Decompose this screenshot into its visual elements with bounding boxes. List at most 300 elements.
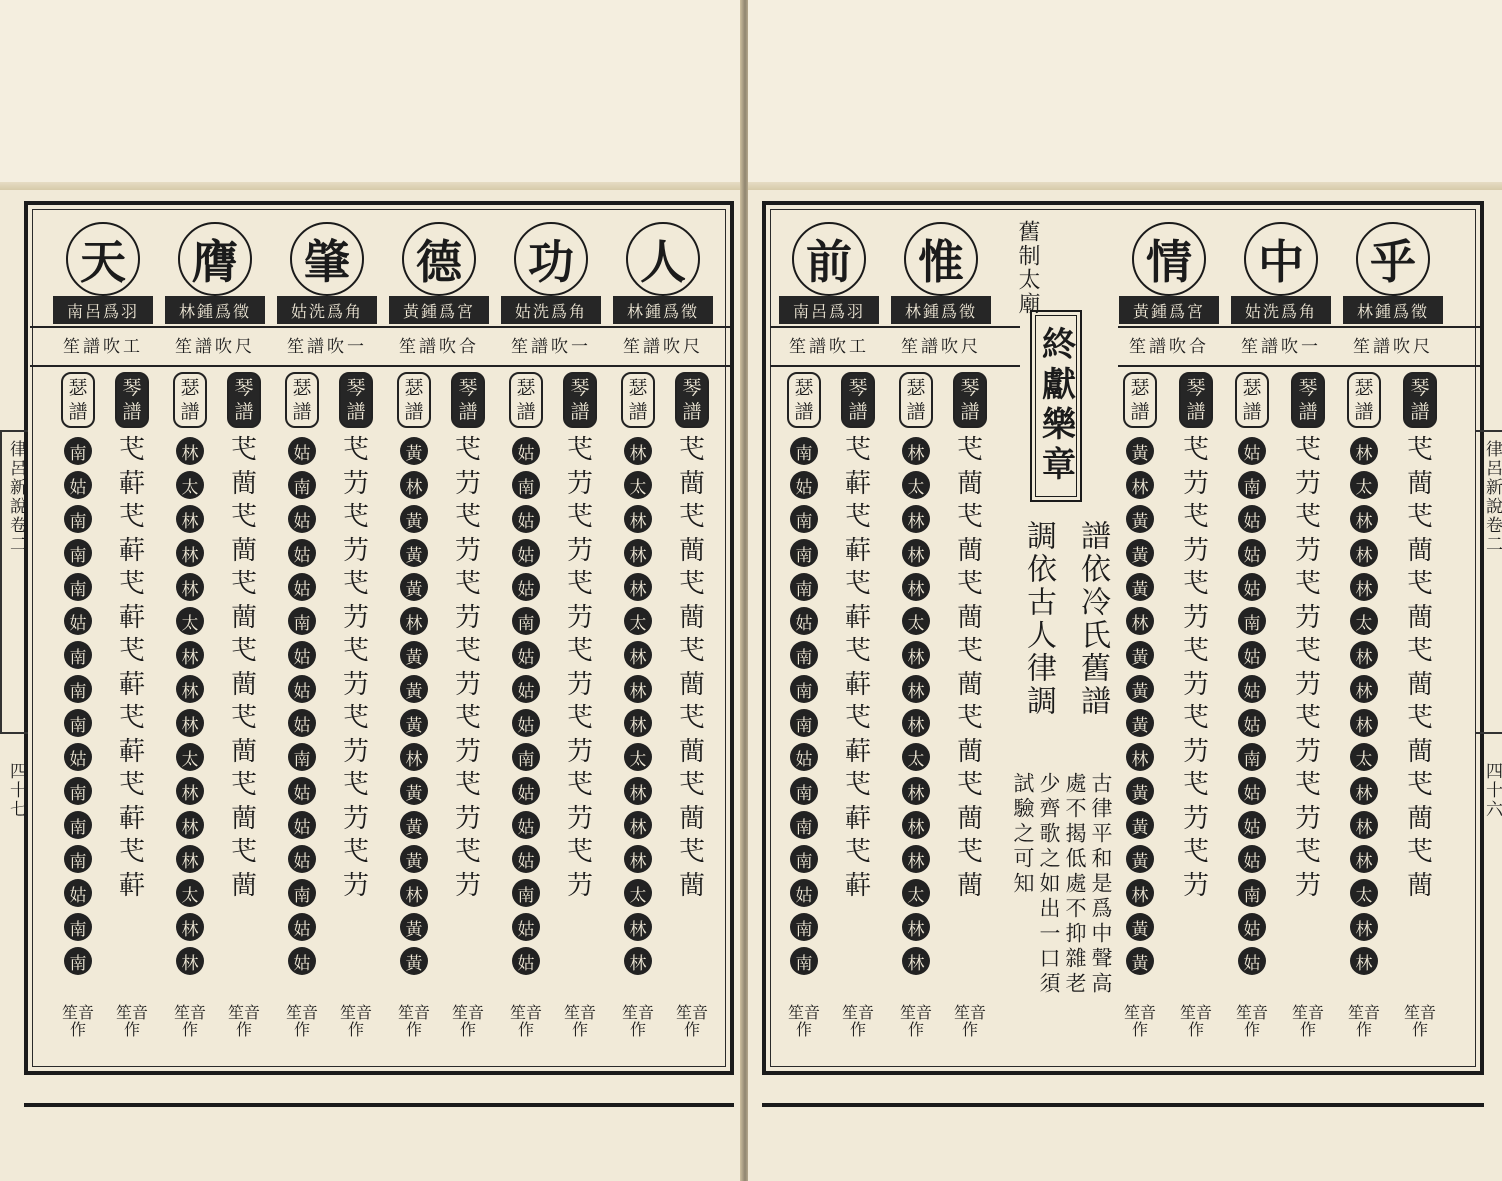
pipe-notation: 笙譜吹尺: [1353, 337, 1433, 357]
notation-column: [782, 372, 826, 978]
note-glyph: 太: [1350, 471, 1378, 499]
column-label: 琴譜: [675, 372, 709, 428]
note-glyph: 姑: [512, 641, 540, 669]
column-label: 瑟譜: [509, 372, 543, 428]
heading-char: 天: [66, 222, 140, 296]
qin-tablature: 芅 蕳 芅 蕳 芅 蕳 芅 蕳 芅 蕳 芅 蕳 芅 蕳: [956, 435, 983, 901]
qin-tablature: 芅 芀 芅 芀 芅 芀 芅 芀 芅 芀 芅 芀 芅 芀: [1294, 435, 1321, 901]
note-glyph: 太: [1350, 879, 1378, 907]
column-footer: 笙音作: [509, 1003, 542, 1039]
note-glyph: 姑: [1238, 845, 1266, 873]
note-glyph: 林: [624, 573, 652, 601]
note-glyph: 南: [790, 573, 818, 601]
pipe-notation: 笙譜吹尺: [175, 337, 255, 357]
note-glyph: 黃: [1126, 777, 1154, 805]
note-glyph: 南: [512, 743, 540, 771]
note-glyph: 林: [624, 947, 652, 975]
note-glyph: 黃: [400, 505, 428, 533]
note-glyph: 林: [176, 573, 204, 601]
note-glyph: 南: [64, 505, 92, 533]
note-glyph: 林: [176, 777, 204, 805]
note-glyph: 姑: [512, 913, 540, 941]
notation-column: [168, 372, 212, 978]
heading-char: 中: [1244, 222, 1318, 296]
left-page: [0, 0, 742, 1181]
pipe-notation: 笙譜吹合: [399, 337, 479, 357]
note-glyph: 黃: [400, 947, 428, 975]
note-glyph: 姑: [512, 709, 540, 737]
note-glyph: 南: [64, 675, 92, 703]
note-glyph: 林: [176, 675, 204, 703]
note-glyph: 太: [1350, 743, 1378, 771]
note-glyph: 太: [624, 471, 652, 499]
note-glyph: 姑: [512, 573, 540, 601]
section-title-box: [1030, 310, 1082, 502]
note-glyph: 南: [790, 845, 818, 873]
tune-label: 姑洗爲角: [501, 296, 601, 324]
note-glyph: 太: [902, 607, 930, 635]
notation-column: [1398, 372, 1442, 903]
note-glyph: 南: [64, 641, 92, 669]
divider: [770, 365, 1020, 367]
note-glyph: 姑: [1238, 539, 1266, 567]
note-glyph: 林: [902, 437, 930, 465]
column-label: 瑟譜: [61, 372, 95, 428]
heading-char: 肇: [290, 222, 364, 296]
notation-column: [1286, 372, 1330, 903]
pipe-notation: 笙譜吹尺: [623, 337, 703, 357]
divider: [770, 326, 1020, 328]
column-footer: 笙音作: [61, 1003, 94, 1039]
note-glyph: 林: [902, 539, 930, 567]
note-glyph: 南: [790, 777, 818, 805]
pipe-notation: 笙譜吹一: [1241, 337, 1321, 357]
divider: [30, 326, 730, 328]
note-glyph: 林: [1350, 811, 1378, 839]
column-label: 瑟譜: [1347, 372, 1381, 428]
page-number: 四十六: [1482, 762, 1502, 819]
pipe-notation: 笙譜吹尺: [901, 337, 981, 357]
column-footer: 笙音作: [899, 1003, 932, 1039]
divider: [1118, 326, 1480, 328]
note-glyph: 林: [624, 641, 652, 669]
note-glyph: 林: [624, 505, 652, 533]
column-label: 琴譜: [115, 372, 149, 428]
note-glyph: 南: [64, 573, 92, 601]
note-glyph: 南: [790, 913, 818, 941]
note-glyph: 林: [176, 539, 204, 567]
note-glyph: 姑: [288, 573, 316, 601]
note-glyph: 林: [902, 811, 930, 839]
note-glyph: 太: [1350, 607, 1378, 635]
notation-column: [392, 372, 436, 978]
tune-label: 黃鍾爲宮: [1119, 296, 1219, 324]
column-label: 琴譜: [339, 372, 373, 428]
note-line: 調依古人律調: [1021, 520, 1056, 718]
note-glyph: 林: [902, 947, 930, 975]
note-glyph: 林: [1350, 505, 1378, 533]
note-glyph: 姑: [790, 879, 818, 907]
page-number: 四十七: [6, 762, 26, 819]
note-glyph: 林: [1350, 777, 1378, 805]
qin-tablature: 芅 芀 芅 芀 芅 芀 芅 芀 芅 芀 芅 芀 芅 芀: [566, 435, 593, 901]
note-glyph: 姑: [288, 777, 316, 805]
note-glyph: 南: [64, 811, 92, 839]
note-glyph: 黃: [400, 539, 428, 567]
note-glyph: 姑: [512, 777, 540, 805]
note-glyph: 南: [790, 675, 818, 703]
column-label: 瑟譜: [285, 372, 319, 428]
note-glyph: 姑: [790, 743, 818, 771]
note-glyph: 林: [624, 437, 652, 465]
note-glyph: 黃: [400, 811, 428, 839]
note-glyph: 林: [624, 913, 652, 941]
note-glyph: 南: [64, 845, 92, 873]
note-glyph: 黃: [1126, 505, 1154, 533]
pipe-notation: 笙譜吹一: [511, 337, 591, 357]
pipe-notation: 笙譜吹工: [63, 337, 143, 357]
note-glyph: 姑: [288, 641, 316, 669]
note-glyph: 南: [1238, 879, 1266, 907]
note-glyph: 黃: [400, 573, 428, 601]
page-fold: [0, 182, 742, 190]
note-glyph: 南: [512, 607, 540, 635]
note-glyph: 姑: [288, 539, 316, 567]
column-footer: 笙音作: [621, 1003, 654, 1039]
column-footer: 笙音作: [1347, 1003, 1380, 1039]
qin-tablature: 芅 蓒 芅 蓒 芅 蓒 芅 蓒 芅 蓒 芅 蓒 芅 蓒: [118, 435, 145, 901]
column-footer: 笙音作: [1403, 1003, 1436, 1039]
note-glyph: 姑: [288, 675, 316, 703]
note-glyph: 姑: [1238, 675, 1266, 703]
note-glyph: 南: [790, 947, 818, 975]
note-glyph: 姑: [288, 437, 316, 465]
note-glyph: 林: [1350, 573, 1378, 601]
column-footer: 笙音作: [1179, 1003, 1212, 1039]
column-label: 琴譜: [451, 372, 485, 428]
note-glyph: 姑: [64, 471, 92, 499]
tune-label: 林鍾爲徵: [1343, 296, 1443, 324]
note-glyph: 南: [790, 641, 818, 669]
qin-tablature: 芅 芀 芅 芀 芅 芀 芅 芀 芅 芀 芅 芀 芅 芀: [342, 435, 369, 901]
tune-label: 姑洗爲角: [1231, 296, 1331, 324]
note-glyph: 黃: [400, 709, 428, 737]
column-label: 瑟譜: [1235, 372, 1269, 428]
note-glyph: 黃: [1126, 641, 1154, 669]
note-glyph: 姑: [288, 845, 316, 873]
tune-label: 林鍾爲徵: [891, 296, 991, 324]
column-label: 琴譜: [227, 372, 261, 428]
qin-tablature: 芅 蓒 芅 蓒 芅 蓒 芅 蓒 芅 蓒 芅 蓒 芅 蓒: [844, 435, 871, 901]
pipe-notation: 笙譜吹合: [1129, 337, 1209, 357]
notation-column: [110, 372, 154, 903]
note-glyph: 林: [1126, 471, 1154, 499]
note-glyph: 姑: [288, 947, 316, 975]
column-footer: 笙音作: [339, 1003, 372, 1039]
note-glyph: 南: [288, 879, 316, 907]
column-label: 琴譜: [1179, 372, 1213, 428]
note-glyph: 林: [400, 607, 428, 635]
note-glyph: 太: [624, 607, 652, 635]
top-margin: [748, 0, 1502, 182]
note-glyph: 姑: [64, 879, 92, 907]
note-glyph: 姑: [512, 845, 540, 873]
note-glyph: 姑: [512, 539, 540, 567]
bottom-rule: [762, 1103, 1484, 1107]
note-glyph: 黃: [1126, 539, 1154, 567]
note-glyph: 姑: [288, 709, 316, 737]
note-glyph: 姑: [512, 437, 540, 465]
column-footer: 笙音作: [227, 1003, 260, 1039]
note-glyph: 姑: [64, 607, 92, 635]
heading-char: 情: [1132, 222, 1206, 296]
note-glyph: 南: [64, 709, 92, 737]
note-glyph: 黃: [1126, 675, 1154, 703]
note-glyph: 太: [176, 879, 204, 907]
note-glyph: 黃: [400, 641, 428, 669]
qin-tablature: 芅 蕳 芅 蕳 芅 蕳 芅 蕳 芅 蕳 芅 蕳 芅 蕳: [678, 435, 705, 901]
note-glyph: 姑: [512, 675, 540, 703]
divider: [1118, 365, 1480, 367]
pipe-notation: 笙譜吹工: [789, 337, 869, 357]
column-footer: 笙音作: [841, 1003, 874, 1039]
notation-column: [446, 372, 490, 903]
column-label: 瑟譜: [397, 372, 431, 428]
note-line: 譜依冷氏舊譜: [1075, 520, 1110, 718]
note-glyph: 林: [1126, 743, 1154, 771]
note-glyph: 林: [1126, 607, 1154, 635]
note-glyph: 南: [512, 471, 540, 499]
notation-column: [670, 372, 714, 903]
note-glyph: 林: [902, 505, 930, 533]
heading-char: 惟: [904, 222, 978, 296]
note-glyph: 姑: [512, 947, 540, 975]
note-glyph: 林: [624, 675, 652, 703]
tune-label: 林鍾爲徵: [165, 296, 265, 324]
note-glyph: 林: [1350, 947, 1378, 975]
column-label: 瑟譜: [787, 372, 821, 428]
note-glyph: 林: [400, 471, 428, 499]
column-label: 瑟譜: [621, 372, 655, 428]
note-glyph: 黃: [1126, 709, 1154, 737]
note-glyph: 黃: [1126, 573, 1154, 601]
column-label: 琴譜: [563, 372, 597, 428]
heading-char: 德: [402, 222, 476, 296]
note-glyph: 黃: [400, 913, 428, 941]
note-glyph: 南: [288, 471, 316, 499]
note-glyph: 姑: [1238, 505, 1266, 533]
note-glyph: 太: [624, 879, 652, 907]
note-glyph: 姑: [1238, 811, 1266, 839]
note-glyph: 南: [64, 947, 92, 975]
note-glyph: 林: [176, 913, 204, 941]
tune-label: 黃鍾爲宮: [389, 296, 489, 324]
note-glyph: 姑: [1238, 709, 1266, 737]
note-glyph: 林: [176, 845, 204, 873]
note-glyph: 林: [176, 437, 204, 465]
margin-title: 律呂新說卷二: [1482, 440, 1502, 554]
tune-label: 南呂爲羽: [779, 296, 879, 324]
margin-tab: [1476, 430, 1502, 734]
note-glyph: 南: [790, 811, 818, 839]
notation-column: [616, 372, 660, 978]
note-glyph: 南: [790, 709, 818, 737]
note-glyph: 南: [790, 505, 818, 533]
note-glyph: 黃: [1126, 913, 1154, 941]
small-note: 古律平和是爲中聲高處不揭低處不抑雜老少齊歌之如出一口須試驗之可知: [1011, 772, 1113, 997]
column-footer: 笙音作: [115, 1003, 148, 1039]
note-glyph: 林: [176, 641, 204, 669]
column-footer: 笙音作: [173, 1003, 206, 1039]
bottom-rule: [24, 1103, 734, 1107]
note-glyph: 南: [64, 437, 92, 465]
note-glyph: 姑: [790, 471, 818, 499]
note-glyph: 姑: [1238, 573, 1266, 601]
note-glyph: 黃: [400, 845, 428, 873]
notation-column: [56, 372, 100, 978]
notation-column: [558, 372, 602, 903]
note-glyph: 南: [64, 913, 92, 941]
note-glyph: 太: [624, 743, 652, 771]
notation-column: [1118, 372, 1162, 978]
note-glyph: 林: [624, 845, 652, 873]
note-glyph: 林: [902, 709, 930, 737]
tune-label: 林鍾爲徵: [613, 296, 713, 324]
qin-tablature: 芅 芀 芅 芀 芅 芀 芅 芀 芅 芀 芅 芀 芅 芀: [454, 435, 481, 901]
note-glyph: 太: [902, 471, 930, 499]
note-glyph: 太: [176, 471, 204, 499]
note-glyph: 黃: [400, 675, 428, 703]
heading-char: 膺: [178, 222, 252, 296]
qin-tablature: 芅 蕳 芅 蕳 芅 蕳 芅 蕳 芅 蕳 芅 蕳 芅 蕳: [230, 435, 257, 901]
column-footer: 笙音作: [787, 1003, 820, 1039]
note-glyph: 姑: [1238, 777, 1266, 805]
column-footer: 笙音作: [953, 1003, 986, 1039]
notation-column: [280, 372, 324, 978]
note-glyph: 林: [1350, 437, 1378, 465]
qin-tablature: 芅 蕳 芅 蕳 芅 蕳 芅 蕳 芅 蕳 芅 蕳 芅 蕳: [1406, 435, 1433, 901]
note-glyph: 林: [624, 539, 652, 567]
note-glyph: 姑: [1238, 437, 1266, 465]
notation-column: [222, 372, 266, 903]
note-glyph: 南: [1238, 607, 1266, 635]
note-glyph: 姑: [1238, 641, 1266, 669]
note-glyph: 姑: [288, 811, 316, 839]
notation-column: [1230, 372, 1274, 978]
note-glyph: 南: [1238, 471, 1266, 499]
column-footer: 笙音作: [285, 1003, 318, 1039]
note-glyph: 姑: [288, 913, 316, 941]
note-glyph: 南: [790, 437, 818, 465]
note-glyph: 姑: [790, 607, 818, 635]
note-glyph: 林: [1350, 845, 1378, 873]
note-glyph: 太: [902, 743, 930, 771]
note-glyph: 黃: [1126, 437, 1154, 465]
section-title: 終獻樂章: [1035, 315, 1077, 497]
heading-char: 人: [626, 222, 700, 296]
note-glyph: 黃: [400, 437, 428, 465]
tune-label: 姑洗爲角: [277, 296, 377, 324]
note-glyph: 林: [624, 709, 652, 737]
note-glyph: 林: [1350, 641, 1378, 669]
page-fold: [748, 182, 1502, 190]
margin-title: 律呂新說卷二: [6, 440, 26, 554]
column-label: 瑟譜: [1123, 372, 1157, 428]
column-footer: 笙音作: [1123, 1003, 1156, 1039]
note-glyph: 林: [1350, 675, 1378, 703]
note-glyph: 林: [176, 947, 204, 975]
qin-tablature: 芅 芀 芅 芀 芅 芀 芅 芀 芅 芀 芅 芀 芅 芀: [1182, 435, 1209, 901]
old-system-note: 舊制太廟: [1015, 220, 1040, 316]
note-glyph: 林: [400, 879, 428, 907]
margin-tab: [0, 430, 28, 734]
note-glyph: 姑: [1238, 947, 1266, 975]
top-margin: [0, 0, 742, 182]
heading-char: 前: [792, 222, 866, 296]
note-glyph: 林: [176, 811, 204, 839]
note-glyph: 林: [902, 641, 930, 669]
heading-char: 功: [514, 222, 588, 296]
column-label: 瑟譜: [173, 372, 207, 428]
divider: [30, 365, 730, 367]
note-glyph: 太: [176, 607, 204, 635]
column-footer: 笙音作: [1291, 1003, 1324, 1039]
note-glyph: 林: [902, 845, 930, 873]
note-glyph: 林: [176, 505, 204, 533]
tune-label: 南呂爲羽: [53, 296, 153, 324]
column-footer: 笙音作: [1235, 1003, 1268, 1039]
column-footer: 笙音作: [451, 1003, 484, 1039]
note-glyph: 林: [624, 777, 652, 805]
column-label: 琴譜: [953, 372, 987, 428]
note-glyph: 林: [176, 709, 204, 737]
note-glyph: 黃: [1126, 811, 1154, 839]
note-glyph: 姑: [512, 811, 540, 839]
note-glyph: 黃: [1126, 845, 1154, 873]
notation-column: [1342, 372, 1386, 978]
note-glyph: 林: [902, 777, 930, 805]
note-glyph: 南: [790, 539, 818, 567]
note-glyph: 太: [902, 879, 930, 907]
notation-column: [836, 372, 880, 903]
column-label: 琴譜: [1403, 372, 1437, 428]
note-glyph: 林: [1350, 913, 1378, 941]
note-glyph: 林: [902, 675, 930, 703]
note-glyph: 南: [1238, 743, 1266, 771]
note-glyph: 林: [1350, 709, 1378, 737]
note-glyph: 南: [288, 607, 316, 635]
note-glyph: 林: [624, 811, 652, 839]
column-footer: 笙音作: [397, 1003, 430, 1039]
notation-column: [504, 372, 548, 978]
notation-column: [948, 372, 992, 903]
note-glyph: 姑: [1238, 913, 1266, 941]
column-label: 瑟譜: [899, 372, 933, 428]
column-label: 琴譜: [1291, 372, 1325, 428]
note-glyph: 姑: [64, 743, 92, 771]
notation-column: [334, 372, 378, 903]
note-glyph: 南: [64, 539, 92, 567]
note-glyph: 南: [288, 743, 316, 771]
note-glyph: 姑: [512, 505, 540, 533]
column-footer: 笙音作: [563, 1003, 596, 1039]
note-glyph: 太: [176, 743, 204, 771]
note-glyph: 林: [1350, 539, 1378, 567]
note-glyph: 黃: [1126, 947, 1154, 975]
note-glyph: 南: [512, 879, 540, 907]
column-footer: 笙音作: [675, 1003, 708, 1039]
pipe-notation: 笙譜吹一: [287, 337, 367, 357]
